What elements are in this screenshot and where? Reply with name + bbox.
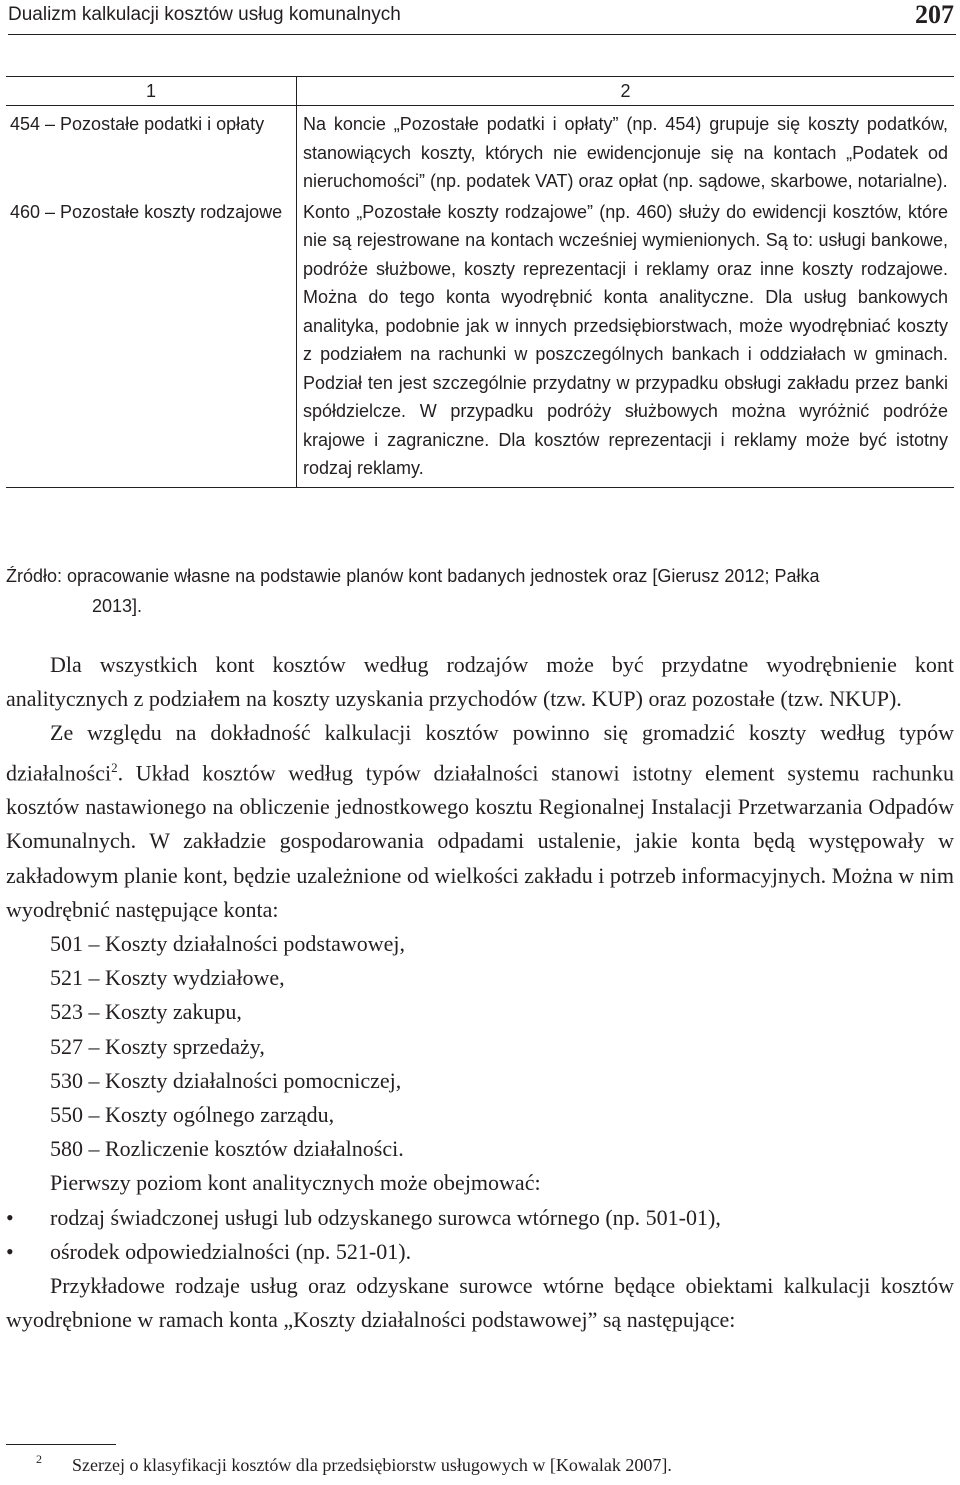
table-cell-description: Konto „Pozostałe koszty rodzajowe” (np. 460) służy do ewidencji kosztów, które nie są rejestrowane na kontach wcześniej wymienionych. Są to: usługi bankowe, podróże służbowe, koszty reprezentacji i reklamy oraz inne koszty rodzajowe. Można do tego konta wyodrębnić konta analityczne. Dla usług bankowych analityka, podobnie jak w innych przedsiębiorstwach, może wyodrębniać koszty z podziałem na rachunki w poszczególnych bankach i oddziałach w gminach. Podział ten jest szczególnie przydatny w przypadku obsługi zakładu przez banki spółdzielcze. W przypadku podróży służbowych można wyróżnić podróże krajowe i zagraniczne. Dla kosztów reprezentacji i reklamy może być istotny rodzaj reklamy. <box>303 201 948 478</box>
list-item-text: rodzaj świadczonej usługi lub odzyskanego surowca wtórnego (np. 501-01), <box>50 1204 721 1230</box>
column-header-2: 2 <box>297 77 955 106</box>
running-title: Dualizm kalkulacji kosztów usług komunalnych <box>8 4 401 25</box>
footnote <box>36 1452 936 1478</box>
accounts-table <box>6 76 954 488</box>
running-header <box>8 0 956 35</box>
table-cell-account: 460 – Pozostałe koszty rodzajowe <box>6 196 297 488</box>
account-item: 501 – Koszty działalności podstawowej, <box>50 930 405 956</box>
account-item: 580 – Rozliczenie kosztów działalności. <box>50 1136 404 1162</box>
table-row <box>6 196 954 488</box>
footnote-divider <box>6 1444 116 1445</box>
paragraph-text: Ze względu na dokładność kalkulacji kosztów powinno się gromadzić koszty według typów działalności <box>6 720 954 785</box>
paragraph <box>6 716 954 927</box>
footnote-reference[interactable]: 2 <box>111 759 118 775</box>
column-header-1: 1 <box>6 77 297 106</box>
list-item-text: ośrodek odpowiedzialności (np. 521-01). <box>50 1238 412 1264</box>
source-line-1: Źródło: opracowanie własne na podstawie planów kont badanych jednostek oraz [Gierusz 2012; Pałka <box>6 566 820 586</box>
paragraph-text: . Układ kosztów według typów działalności stanowi istotny element systemu rachunku kosztów nastawionego na obliczenie jednostkowego kosztu Regionalnej Instalacji Przetwarzania Odpadów Komunalnych. W zakładzie gospodarowania odpadami ustalenie, jakie konta będą występowały w zakładowym planie kont, będzie uzależnione od wielkości zakładu i potrzeb informacyjnych. Można w nim wyodrębnić następujące konta: <box>6 759 954 922</box>
page-number: 207 <box>915 0 954 29</box>
footnote-number: 2 <box>36 1452 42 1466</box>
bullet-list <box>6 1201 954 1269</box>
account-item: 527 – Koszty sprzedaży, <box>50 1033 265 1059</box>
source-line-2: 2013]. <box>92 596 143 616</box>
table-header-row <box>6 77 954 106</box>
paragraph: Dla wszystkich kont kosztów według rodzajów może być przydatne wyodrębnienie kont analitycznych z podziałem na koszty uzyskania przychodów (tzw. KUP) oraz pozostałe (tzw. NKUP). <box>6 652 954 712</box>
bullet-icon: • <box>6 1204 14 1230</box>
main-text <box>6 648 954 1337</box>
table-cell-account: 454 – Pozostałe podatki i opłaty <box>6 106 297 196</box>
table-cell-description: Na koncie „Pozostałe podatki i opłaty” (np. 454) grupuje się koszty podatków, stanowiących koszty, których nie ewidencjonuje się na kontach „Podatek od nieruchomości” (np. podatek VAT) oraz opłat (np. sądowe, skarbowe, notarialne). <box>303 114 948 191</box>
account-item: 523 – Koszty zakupu, <box>50 999 242 1025</box>
list-item <box>6 1235 954 1269</box>
list-item <box>6 1201 954 1235</box>
footnote-text: Szerzej o klasyfikacji kosztów dla przedsiębiorstw usługowych w [Kowalak 2007]. <box>72 1455 672 1475</box>
paragraph: Przykładowe rodzaje usług oraz odzyskane surowce wtórne będące obiektami kalkulacji kosztów wyodrębnione w ramach konta „Koszty działalności podstawowej” są następujące: <box>6 1272 954 1333</box>
paragraph: Pierwszy poziom kont analitycznych może obejmować: <box>50 1170 541 1196</box>
table-source-note <box>6 561 956 621</box>
account-item: 550 – Koszty ogólnego zarządu, <box>50 1101 335 1127</box>
bullet-icon: • <box>6 1238 14 1264</box>
account-item: 530 – Koszty działalności pomocniczej, <box>50 1067 402 1093</box>
account-item: 521 – Koszty wydziałowe, <box>50 965 285 991</box>
table-row <box>6 106 954 196</box>
